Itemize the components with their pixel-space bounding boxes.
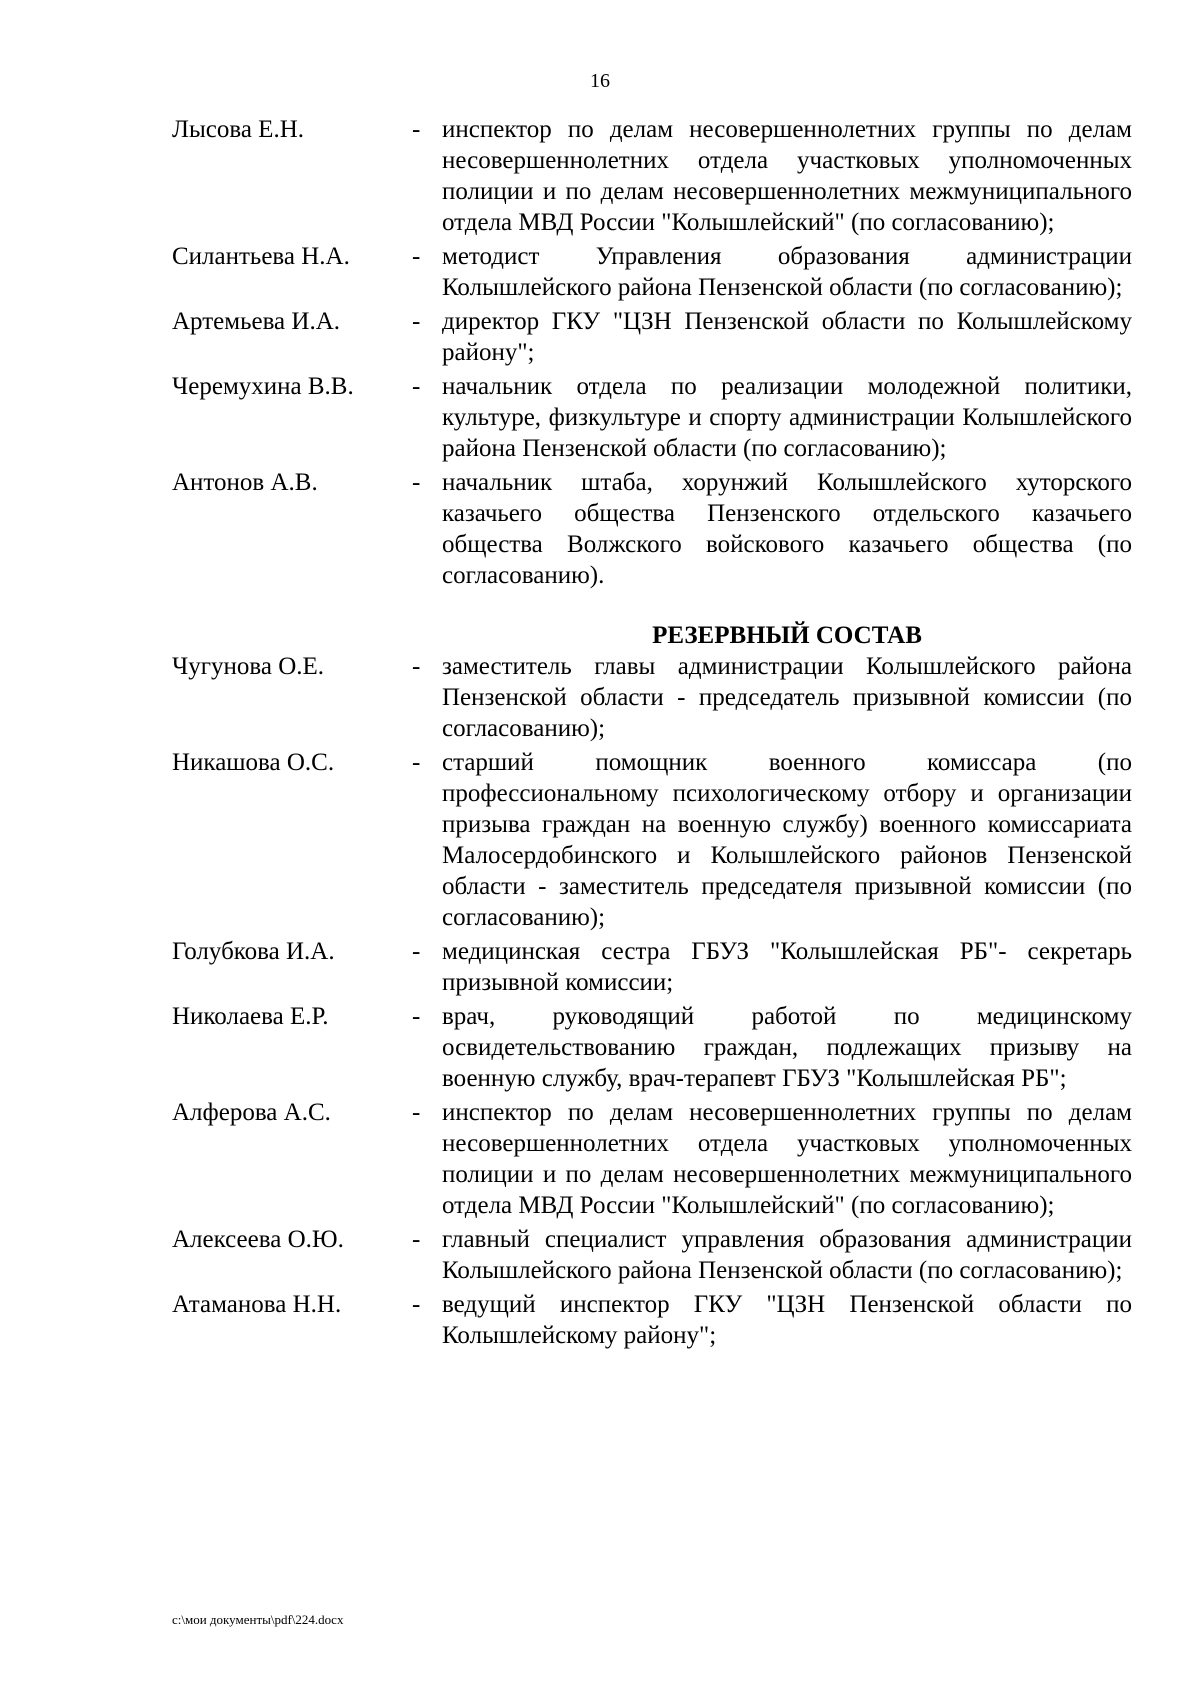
reserve-section-title: РЕЗЕРВНЫЙ СОСТАВ [652,622,922,649]
member-description: начальник отдела по реализации молодежной политики, культуре, физкультуре и спорту администрации Колышлейского района Пензенской области (по согласованию); [442,373,1132,462]
member-name: Николаева Е.Р. [172,1003,329,1030]
member-description: методист Управления образования администрации Колышлейского района Пензенской области (по согласованию); [442,243,1132,301]
member-dash: - [412,308,421,335]
reserve-member-entry [172,1224,1132,1286]
member-description: ведущий инспектор ГКУ "ЦЗН Пензенской области по Колышлейскому району"; [442,1291,1132,1349]
reserve-member-entry [172,1001,1132,1094]
reserve-member-entry [172,936,1132,998]
member-name: Атаманова Н.Н. [172,1291,342,1318]
member-description: заместитель главы администрации Колышлейского района Пензенской области - председатель призывной комиссии (по согласованию); [442,653,1132,742]
member-dash: - [412,938,421,965]
member-entry [172,467,1132,591]
member-dash: - [412,469,421,496]
member-description: врач, руководящий работой по медицинскому освидетельствованию граждан, подлежащих призыву на военную службу, врач-терапевт ГБУЗ "Колышлейская РБ"; [442,1003,1132,1092]
document-body [172,114,1132,1354]
member-entry [172,241,1132,303]
reserve-member-entry [172,651,1132,744]
member-description: медицинская сестра ГБУЗ "Колышлейская РБ"- секретарь призывной комиссии; [442,938,1132,996]
member-name: Чугунова О.Е. [172,653,325,680]
member-name: Алексеева О.Ю. [172,1226,344,1253]
member-entry [172,306,1132,368]
member-description: старший помощник военного комиссара (по профессиональному психологическому отбору и организации призыва граждан на военную службу) военного комиссариата Малосердобинского и Колышлейского районов Пензенской области - заместитель председателя призывной комиссии (по согласованию); [442,749,1132,931]
member-dash: - [412,1291,421,1318]
section-spacer [172,594,1132,620]
member-dash: - [412,749,421,776]
member-name: Лысова Е.Н. [172,116,304,143]
member-name: Никашова О.С. [172,749,335,776]
member-entry [172,114,1132,238]
member-name: Черемухина В.В. [172,373,354,400]
member-dash: - [412,243,421,270]
member-description: инспектор по делам несовершеннолетних группы по делам несовершеннолетних отдела участковых уполномоченных полиции и по делам несовершеннолетних межмуниципального отдела МВД России "Колышлейский" (по согласованию); [442,1099,1132,1219]
reserve-member-entry [172,747,1132,933]
member-dash: - [412,1099,421,1126]
member-dash: - [412,116,421,143]
member-description: директор ГКУ "ЦЗН Пензенской области по Колышлейскому району"; [442,308,1132,366]
member-description: начальник штаба, хорунжий Колышлейского хуторского казачьего общества Пензенского отдельского казачьего общества Волжского войскового казачьего общества (по согласованию). [442,469,1132,589]
member-dash: - [412,373,421,400]
member-name: Антонов А.В. [172,469,318,496]
member-name: Силантьева Н.А. [172,243,350,270]
member-dash: - [412,653,421,680]
page-number: 16 [590,70,610,92]
reserve-member-entry [172,1289,1132,1351]
member-name: Голубкова И.А. [172,938,335,965]
member-dash: - [412,1003,421,1030]
member-entry [172,371,1132,464]
member-description: главный специалист управления образования администрации Колышлейского района Пензенской области (по согласованию); [442,1226,1132,1284]
member-description: инспектор по делам несовершеннолетних группы по делам несовершеннолетних отдела участковых уполномоченных полиции и по делам несовершеннолетних межмуниципального отдела МВД России "Колышлейский" (по согласованию); [442,116,1132,236]
main-members-list [172,114,1132,591]
reserve-members-list [172,651,1132,1351]
footer-file-path: c:\мои документы\pdf\224.docx [172,1612,344,1627]
member-name: Алферова А.С. [172,1099,331,1126]
reserve-member-entry [172,1097,1132,1221]
member-dash: - [412,1226,421,1253]
member-name: Артемьева И.А. [172,308,340,335]
